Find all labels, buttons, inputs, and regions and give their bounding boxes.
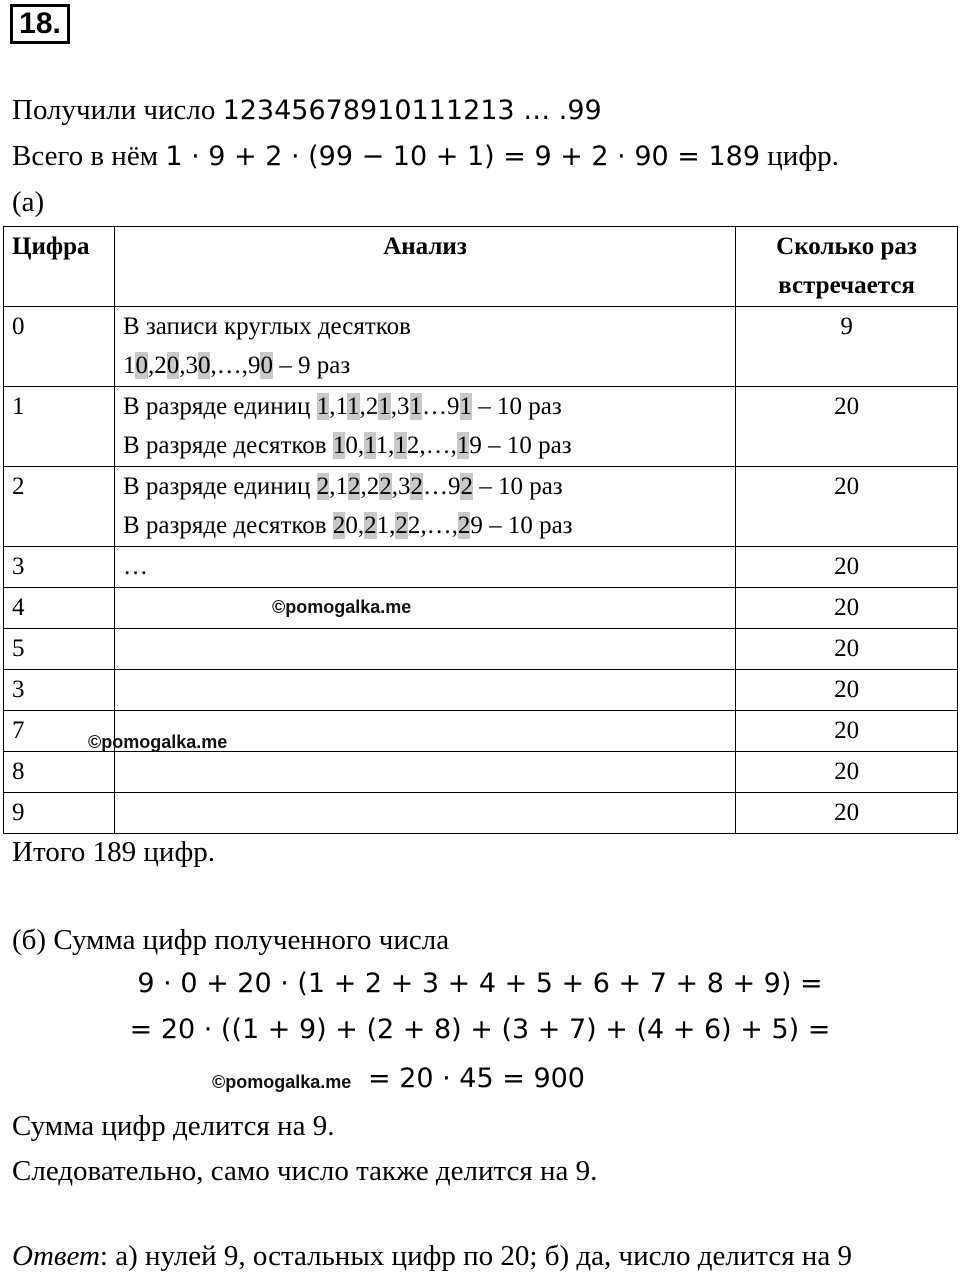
cell-analysis	[114, 307, 735, 387]
intro-number: 12345678910111213 … .99	[222, 95, 602, 126]
cell-count: 9	[736, 307, 958, 387]
header-digit: Цифра	[4, 227, 115, 307]
intro-text-2a: Всего в нём	[12, 140, 166, 172]
cell-count: 20	[736, 793, 958, 834]
analysis-line: В разряде единиц 1,11,21,31…91 – 10 раз	[122, 393, 562, 420]
table-row	[4, 467, 958, 547]
header-count-line2: встречается	[778, 272, 915, 299]
cell-analysis	[114, 793, 735, 834]
cell-analysis	[114, 467, 735, 547]
part-b-label: (б) Сумма цифр полученного числа	[12, 924, 450, 956]
answer-line	[12, 1240, 852, 1273]
watermark: ©pomogalka.me	[88, 732, 228, 752]
cell-digit: 3	[4, 670, 115, 711]
table-row	[4, 752, 958, 793]
cell-count: 20	[736, 670, 958, 711]
equation-line-1: 9 · 0 + 20 · (1 + 2 + 3 + 4 + 5 + 6 + 7 + 8 + 9) =	[137, 968, 823, 999]
cell-digit: 1	[4, 387, 115, 467]
analysis-line: В разряде десятков 20,21,22,…,29 – 10 раз	[122, 512, 573, 539]
header-count	[736, 227, 958, 307]
cell-analysis: …	[114, 547, 735, 588]
equation-line-2: = 20 · ((1 + 9) + (2 + 8) + (3 + 7) + (4 + 6) + 5) =	[129, 1014, 831, 1045]
intro-line-1	[12, 94, 602, 127]
intro-text-2b: цифр.	[760, 140, 839, 172]
intro-line-2	[12, 140, 839, 173]
cell-analysis	[114, 387, 735, 467]
cell-analysis	[114, 588, 735, 629]
cell-digit: 2	[4, 467, 115, 547]
conclusion-line-2: Следовательно, само число также делится на 9.	[12, 1155, 598, 1187]
analysis-line: В разряде единиц 2,12,22,32…92 – 10 раз	[122, 473, 563, 500]
table-row	[4, 547, 958, 588]
header-count-line1: Сколько раз	[776, 233, 917, 260]
cell-count: 20	[736, 547, 958, 588]
cell-count: 20	[736, 588, 958, 629]
analysis-line: 10,20,30,…,90 – 9 раз	[122, 352, 351, 379]
cell-digit: 8	[4, 752, 115, 793]
table-row	[4, 307, 958, 387]
problem-number-badge: 18.	[10, 4, 70, 44]
conclusion-line-1: Сумма цифр делится на 9.	[12, 1110, 335, 1142]
cell-analysis	[114, 670, 735, 711]
cell-digit: 9	[4, 793, 115, 834]
answer-text: : а) нулей 9, остальных цифр по 20; б) да, число делится на 9	[99, 1240, 852, 1272]
table-row	[4, 387, 958, 467]
table-row	[4, 588, 958, 629]
watermark: ©pomogalka.me	[212, 1072, 352, 1092]
cell-digit: 4	[4, 588, 115, 629]
cell-digit: 0	[4, 307, 115, 387]
header-analysis: Анализ	[114, 227, 735, 307]
cell-digit: 3	[4, 547, 115, 588]
table-row	[4, 629, 958, 670]
table-row	[4, 670, 958, 711]
part-a-label: (а)	[12, 186, 45, 218]
cell-count: 20	[736, 467, 958, 547]
cell-digit: 7	[4, 711, 115, 752]
intro-text-1: Получили число	[12, 94, 223, 126]
cell-count: 20	[736, 387, 958, 467]
equation-line-3: = 20 · 45 = 900	[368, 1063, 585, 1094]
cell-count: 20	[736, 752, 958, 793]
answer-label: Ответ	[12, 1240, 100, 1272]
analysis-line: В записи круглых десятков	[122, 313, 411, 340]
intro-formula: 1 · 9 + 2 · (99 − 10 + 1) = 9 + 2 · 90 = 189	[165, 141, 761, 172]
cell-analysis	[114, 752, 735, 793]
cell-analysis	[114, 629, 735, 670]
table-row	[4, 793, 958, 834]
analysis-line: В разряде десятков 10,11,12,…,19 – 10 раз	[122, 432, 572, 459]
total-line: Итого 189 цифр.	[12, 836, 215, 868]
cell-count: 20	[736, 629, 958, 670]
table-header-row	[4, 227, 958, 307]
cell-count: 20	[736, 711, 958, 752]
cell-digit: 5	[4, 629, 115, 670]
watermark: ©pomogalka.me	[272, 597, 412, 617]
